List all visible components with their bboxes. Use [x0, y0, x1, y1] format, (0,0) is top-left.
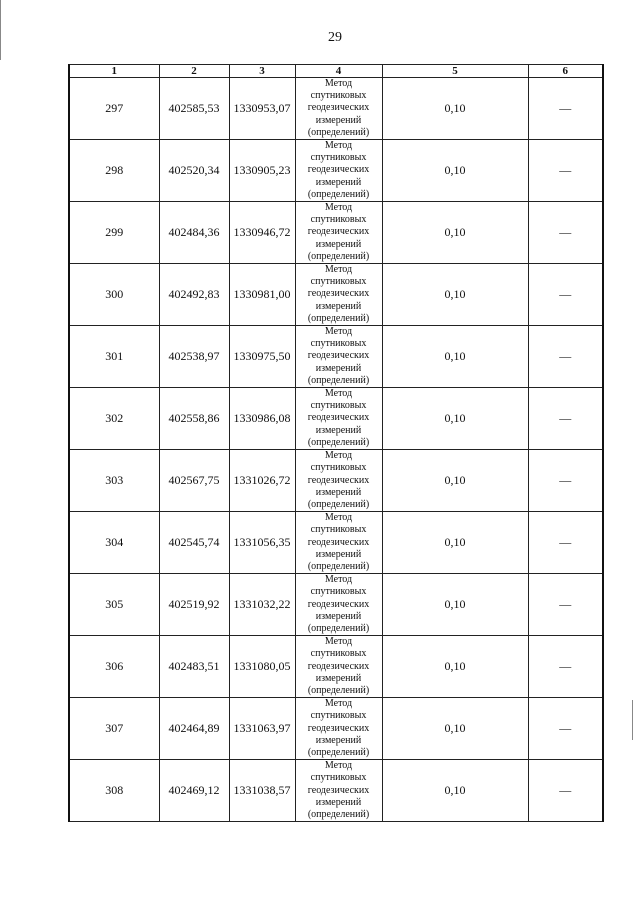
point-number-cell: 301	[69, 326, 159, 388]
point-number-cell: 298	[69, 140, 159, 202]
accuracy-cell: 0,10	[382, 760, 528, 822]
method-line: измерений	[315, 734, 362, 746]
table-row	[69, 512, 603, 574]
method-line: (определений)	[307, 126, 370, 138]
method-line: спутниковых	[310, 524, 367, 536]
note-cell: —	[528, 264, 603, 326]
method-cell	[295, 574, 382, 636]
table-row	[69, 326, 603, 388]
method-line: геодезических	[307, 288, 370, 300]
note-cell: —	[528, 140, 603, 202]
method-line: (определений)	[307, 436, 370, 448]
y-coordinate-cell: 1331063,97	[229, 698, 295, 760]
method-cell	[295, 78, 382, 140]
note-cell: —	[528, 78, 603, 140]
point-number-cell: 308	[69, 760, 159, 822]
method-line: измерений	[315, 114, 362, 126]
y-coordinate-cell: 1330986,08	[229, 388, 295, 450]
method-line: измерений	[315, 796, 362, 808]
method-line: Метод	[324, 698, 353, 710]
y-coordinate-cell: 1330953,07	[229, 78, 295, 140]
method-line: спутниковых	[310, 648, 367, 660]
method-line: спутниковых	[310, 276, 367, 288]
x-coordinate-cell: 402464,89	[159, 698, 229, 760]
method-cell	[295, 698, 382, 760]
point-number-cell: 303	[69, 450, 159, 512]
method-cell	[295, 202, 382, 264]
point-number-cell: 300	[69, 264, 159, 326]
method-cell	[295, 388, 382, 450]
accuracy-cell: 0,10	[382, 636, 528, 698]
method-line: геодезических	[307, 598, 370, 610]
method-line: спутниковых	[310, 462, 367, 474]
scan-edge-mark	[0, 0, 1, 60]
method-line: (определений)	[307, 560, 370, 572]
method-cell	[295, 512, 382, 574]
note-cell: —	[528, 574, 603, 636]
column-header: 1	[69, 65, 159, 78]
method-line: Метод	[324, 636, 353, 648]
table-row	[69, 202, 603, 264]
note-cell: —	[528, 202, 603, 264]
method-line: геодезических	[307, 102, 370, 114]
x-coordinate-cell: 402520,34	[159, 140, 229, 202]
table-header-row	[69, 65, 603, 78]
table-row	[69, 574, 603, 636]
method-line: спутниковых	[310, 772, 367, 784]
x-coordinate-cell: 402492,83	[159, 264, 229, 326]
method-line: измерений	[315, 238, 362, 250]
accuracy-cell: 0,10	[382, 326, 528, 388]
method-line: Метод	[324, 202, 353, 214]
method-line: геодезических	[307, 660, 370, 672]
method-line: спутниковых	[310, 586, 367, 598]
method-cell	[295, 450, 382, 512]
page-number: 29	[328, 30, 342, 45]
y-coordinate-cell: 1331056,35	[229, 512, 295, 574]
accuracy-cell: 0,10	[382, 78, 528, 140]
method-line: геодезических	[307, 722, 370, 734]
method-cell	[295, 326, 382, 388]
method-line: измерений	[315, 486, 362, 498]
accuracy-cell: 0,10	[382, 450, 528, 512]
x-coordinate-cell: 402558,86	[159, 388, 229, 450]
x-coordinate-cell: 402519,92	[159, 574, 229, 636]
method-line: измерений	[315, 362, 362, 374]
accuracy-cell: 0,10	[382, 140, 528, 202]
point-number-cell: 304	[69, 512, 159, 574]
x-coordinate-cell: 402484,36	[159, 202, 229, 264]
method-line: спутниковых	[310, 90, 367, 102]
method-line: спутниковых	[310, 400, 367, 412]
method-line: измерений	[315, 672, 362, 684]
method-line: (определений)	[307, 188, 370, 200]
table-row	[69, 78, 603, 140]
y-coordinate-cell: 1331026,72	[229, 450, 295, 512]
method-line: геодезических	[307, 164, 370, 176]
method-line: спутниковых	[310, 152, 367, 164]
note-cell: —	[528, 512, 603, 574]
method-line: (определений)	[307, 374, 370, 386]
y-coordinate-cell: 1331038,57	[229, 760, 295, 822]
note-cell: —	[528, 698, 603, 760]
column-header: 6	[528, 65, 603, 78]
method-line: Метод	[324, 78, 353, 89]
method-cell	[295, 264, 382, 326]
point-number-cell: 297	[69, 78, 159, 140]
method-line: Метод	[324, 574, 353, 586]
point-number-cell: 299	[69, 202, 159, 264]
table-row	[69, 636, 603, 698]
method-line: геодезических	[307, 226, 370, 238]
column-header: 3	[229, 65, 295, 78]
method-line: спутниковых	[310, 214, 367, 226]
y-coordinate-cell: 1331032,22	[229, 574, 295, 636]
column-header: 2	[159, 65, 229, 78]
method-line: геодезических	[307, 474, 370, 486]
method-line: геодезических	[307, 784, 370, 796]
method-line: Метод	[324, 388, 353, 400]
accuracy-cell: 0,10	[382, 264, 528, 326]
method-line: (определений)	[307, 684, 370, 696]
column-header: 4	[295, 65, 382, 78]
accuracy-cell: 0,10	[382, 202, 528, 264]
table-row	[69, 140, 603, 202]
note-cell: —	[528, 636, 603, 698]
table-row	[69, 264, 603, 326]
table-row	[69, 698, 603, 760]
method-line: Метод	[324, 512, 353, 524]
point-number-cell: 305	[69, 574, 159, 636]
point-number-cell: 302	[69, 388, 159, 450]
method-line: измерений	[315, 548, 362, 560]
method-line: измерений	[315, 610, 362, 622]
method-line: измерений	[315, 300, 362, 312]
coordinates-table	[68, 64, 604, 822]
method-line: (определений)	[307, 498, 370, 510]
method-line: Метод	[324, 760, 353, 772]
method-line: геодезических	[307, 350, 370, 362]
scan-edge-mark	[632, 700, 633, 740]
x-coordinate-cell: 402483,51	[159, 636, 229, 698]
method-line: (определений)	[307, 746, 370, 758]
point-number-cell: 307	[69, 698, 159, 760]
x-coordinate-cell: 402585,53	[159, 78, 229, 140]
method-line: Метод	[324, 140, 353, 152]
method-line: (определений)	[307, 622, 370, 634]
method-cell	[295, 636, 382, 698]
y-coordinate-cell: 1331080,05	[229, 636, 295, 698]
x-coordinate-cell: 402538,97	[159, 326, 229, 388]
y-coordinate-cell: 1330975,50	[229, 326, 295, 388]
method-line: Метод	[324, 450, 353, 462]
method-cell	[295, 760, 382, 822]
table-row	[69, 760, 603, 822]
point-number-cell: 306	[69, 636, 159, 698]
method-line: геодезических	[307, 412, 370, 424]
x-coordinate-cell: 402469,12	[159, 760, 229, 822]
method-line: спутниковых	[310, 710, 367, 722]
method-line: измерений	[315, 176, 362, 188]
method-cell	[295, 140, 382, 202]
accuracy-cell: 0,10	[382, 388, 528, 450]
y-coordinate-cell: 1330905,23	[229, 140, 295, 202]
table-row	[69, 388, 603, 450]
method-line: геодезических	[307, 536, 370, 548]
table-row	[69, 450, 603, 512]
note-cell: —	[528, 326, 603, 388]
note-cell: —	[528, 450, 603, 512]
method-line: Метод	[324, 326, 353, 338]
y-coordinate-cell: 1330981,00	[229, 264, 295, 326]
note-cell: —	[528, 388, 603, 450]
x-coordinate-cell: 402567,75	[159, 450, 229, 512]
method-line: измерений	[315, 424, 362, 436]
x-coordinate-cell: 402545,74	[159, 512, 229, 574]
y-coordinate-cell: 1330946,72	[229, 202, 295, 264]
method-line: Метод	[324, 264, 353, 276]
column-header: 5	[382, 65, 528, 78]
accuracy-cell: 0,10	[382, 574, 528, 636]
method-line: (определений)	[307, 808, 370, 820]
method-line: (определений)	[307, 312, 370, 324]
method-line: (определений)	[307, 250, 370, 262]
method-line: спутниковых	[310, 338, 367, 350]
accuracy-cell: 0,10	[382, 698, 528, 760]
accuracy-cell: 0,10	[382, 512, 528, 574]
note-cell: —	[528, 760, 603, 822]
